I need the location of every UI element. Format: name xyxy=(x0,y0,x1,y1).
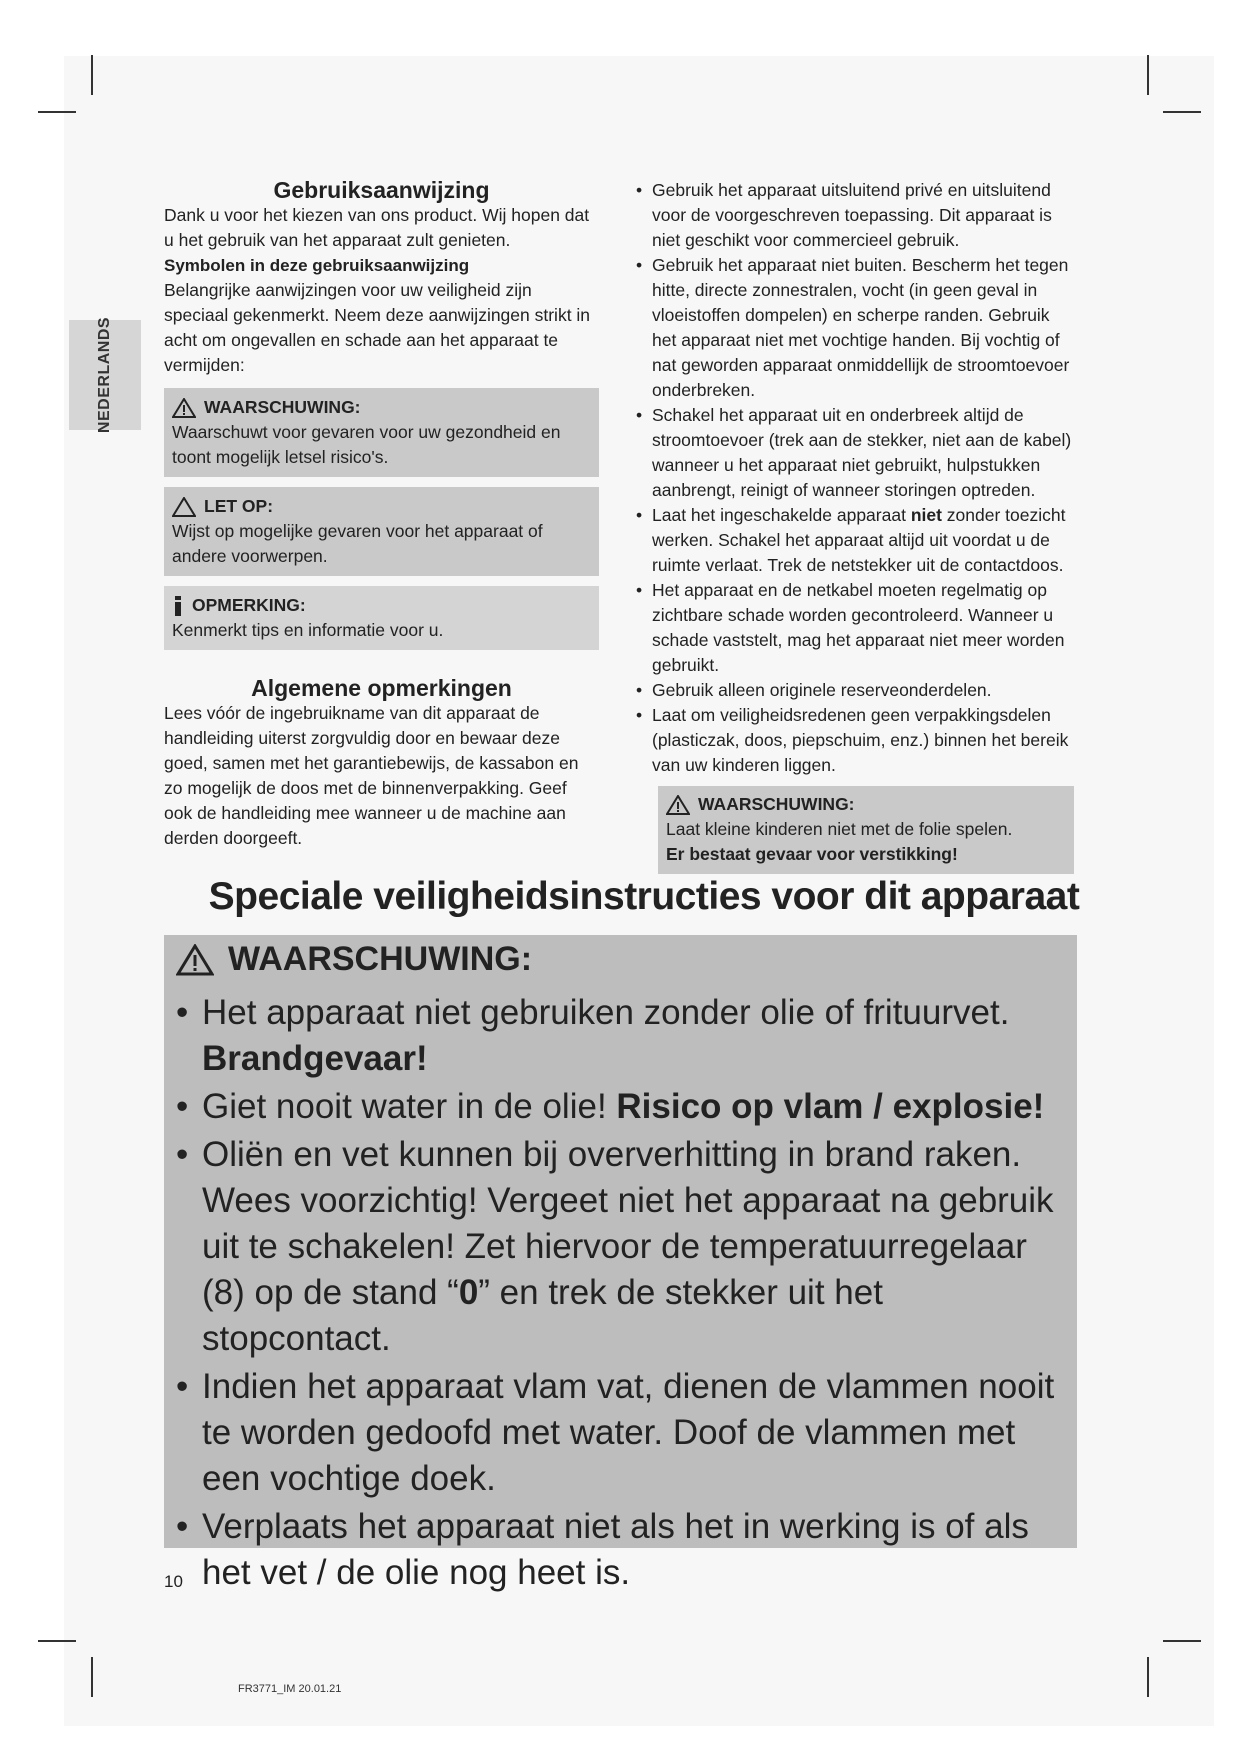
item-text: zonder toezicht werken. Schakel het apparaat altijd uit voordat u de ruimte verlaat. Trek de netstekker uit de contactdoos. xyxy=(652,505,1066,575)
note-box xyxy=(164,586,599,650)
item-text: Oliën en vet kunnen bij oververhitting in brand raken. Wees voorzichtig! Vergeet niet het apparaat na gebruik uit te schakelen! Zet hiervoor de temperatuurregelaar (8) op de stand “ xyxy=(202,1135,1054,1312)
list-item: • Indien het apparaat vlam vat, dienen de vlammen nooit te worden gedoofd met water. Doof de vlammen met een vochtige doek. xyxy=(174,1364,1069,1502)
packaging-warning-box xyxy=(658,786,1074,874)
list-item xyxy=(174,1132,1069,1362)
general-title: Algemene opmerkingen xyxy=(251,675,512,701)
warning-triangle-icon xyxy=(176,944,214,976)
list-item: • Gebruik het apparaat niet buiten. Bescherm het tegen hitte, directe zonnestralen, vocht (in geen geval in vloeistoffen dompelen) en scherpe randen. Gebruik het apparaat niet met vochtige handen. Bij vochtig of nat geworden apparaat onmiddellijk de stroomtoevoer onderbreken. xyxy=(634,253,1074,403)
crop-mark xyxy=(1163,1640,1201,1642)
caution-triangle-icon xyxy=(172,497,196,517)
note-text: Kenmerkt tips en informatie voor u. xyxy=(172,620,444,640)
warning-triangle-icon xyxy=(666,795,690,815)
crop-mark xyxy=(1147,55,1149,95)
list-item xyxy=(174,1084,1069,1130)
info-icon xyxy=(172,596,184,616)
warning-text: Waarschuwt voor gevaren voor uw gezondheid en toont mogelijk letsel risico's. xyxy=(172,422,561,467)
list-item: • Gebruik alleen originele reserveonderdelen. xyxy=(634,678,1074,703)
item-text: ” en trek de stekker uit het stopcontact. xyxy=(202,1273,883,1358)
crop-mark xyxy=(91,55,93,95)
caution-label: LET OP: xyxy=(204,496,274,516)
warning-triangle-icon xyxy=(172,398,196,418)
caution-box xyxy=(164,487,599,576)
item-emphasis: Brandgevaar! xyxy=(202,1039,428,1078)
list-item xyxy=(634,503,1074,578)
warning-box xyxy=(164,388,599,477)
item-emphasis: niet xyxy=(910,505,942,525)
special-warning-label: WAARSCHUWING: xyxy=(228,940,533,978)
list-item: • Laat om veiligheidsredenen geen verpakkingsdelen (plasticzak, doos, piepschuim, enz.) binnen het bereik van uw kinderen liggen. xyxy=(634,703,1074,778)
warning-emphasis: Er bestaat gevaar voor verstikking! xyxy=(666,844,958,864)
item-text: Laat het ingeschakelde apparaat xyxy=(652,505,911,525)
general-text: Lees vóór de ingebruikname van dit apparaat de handleiding uiterst zorgvuldig door en bewaar deze goed, samen met het garantiebewijs, de kassabon en zo mogelijk de doos met de binnenverpakking. Geef ook de handleiding mee wanneer u de machine aan derden doorgeeft. xyxy=(164,703,579,848)
crop-mark xyxy=(91,1657,93,1697)
list-item: • Het apparaat en de netkabel moeten regelmatig op zichtbare schade worden gecontroleerd. Wanneer u schade vaststelt, mag het apparaat niet meer worden gebruikt. xyxy=(634,578,1074,678)
right-column xyxy=(634,178,1074,874)
warning-text: Laat kleine kinderen niet met de folie spelen. xyxy=(666,819,1013,839)
safety-list xyxy=(634,178,1074,778)
crop-mark xyxy=(1147,1657,1149,1697)
list-item: • Gebruik het apparaat uitsluitend privé en uitsluitend voor de voorgeschreven toepassing. Dit apparaat is niet geschikt voor commercieel gebruik. xyxy=(634,178,1074,253)
warning-label: WAARSCHUWING: xyxy=(698,794,855,814)
list-item xyxy=(174,990,1069,1082)
list-item: • Schakel het apparaat uit en onderbreek altijd de stroomtoevoer (trek aan de stekker, niet aan de kabel) wanneer u het apparaat niet gebruikt, hulpstukken aanbrengt, reinigt of wanneer storingen optreden. xyxy=(634,403,1074,503)
intro-text: Dank u voor het kiezen van ons product. Wij hopen dat u het gebruik van het apparaat zult genieten. xyxy=(164,205,590,250)
special-warning-header xyxy=(176,940,532,979)
crop-mark xyxy=(1163,111,1201,113)
special-warning-list xyxy=(174,990,1069,1598)
item-emphasis: Risico op vlam / explosie! xyxy=(616,1087,1045,1126)
left-column xyxy=(164,178,599,851)
crop-mark xyxy=(38,111,76,113)
list-item: • Verplaats het apparaat niet als het in werking is of als het vet / de olie nog heet is. xyxy=(174,1504,1069,1596)
manual-title: Gebruiksaanwijzing xyxy=(273,177,490,203)
caution-text: Wijst op mogelijke gevaren voor het apparaat of andere voorwerpen. xyxy=(172,521,543,566)
note-label: OPMERKING: xyxy=(192,595,306,615)
warning-label: WAARSCHUWING: xyxy=(204,397,361,417)
crop-mark xyxy=(38,1640,76,1642)
print-footer: FR3771_IM 20.01.21 xyxy=(238,1683,342,1695)
item-emphasis: 0 xyxy=(458,1273,479,1312)
symbols-heading: Symbolen in deze gebruiksaanwijzing xyxy=(164,256,470,275)
page-number: 10 xyxy=(164,1572,183,1591)
language-tab xyxy=(69,316,141,434)
item-text: Het apparaat niet gebruiken zonder olie of frituurvet. xyxy=(202,993,1010,1032)
language-tab-label: NEDERLANDS xyxy=(96,316,113,434)
special-safety-title: Speciale veiligheidsinstructies voor dit apparaat xyxy=(208,875,1080,918)
symbols-text: Belangrijke aanwijzingen voor uw veiligheid zijn speciaal gekenmerkt. Neem deze aanwijzingen strikt in acht om ongevallen en schade aan het apparaat te vermijden: xyxy=(164,280,591,375)
item-text: Giet nooit water in de olie! xyxy=(202,1087,617,1126)
